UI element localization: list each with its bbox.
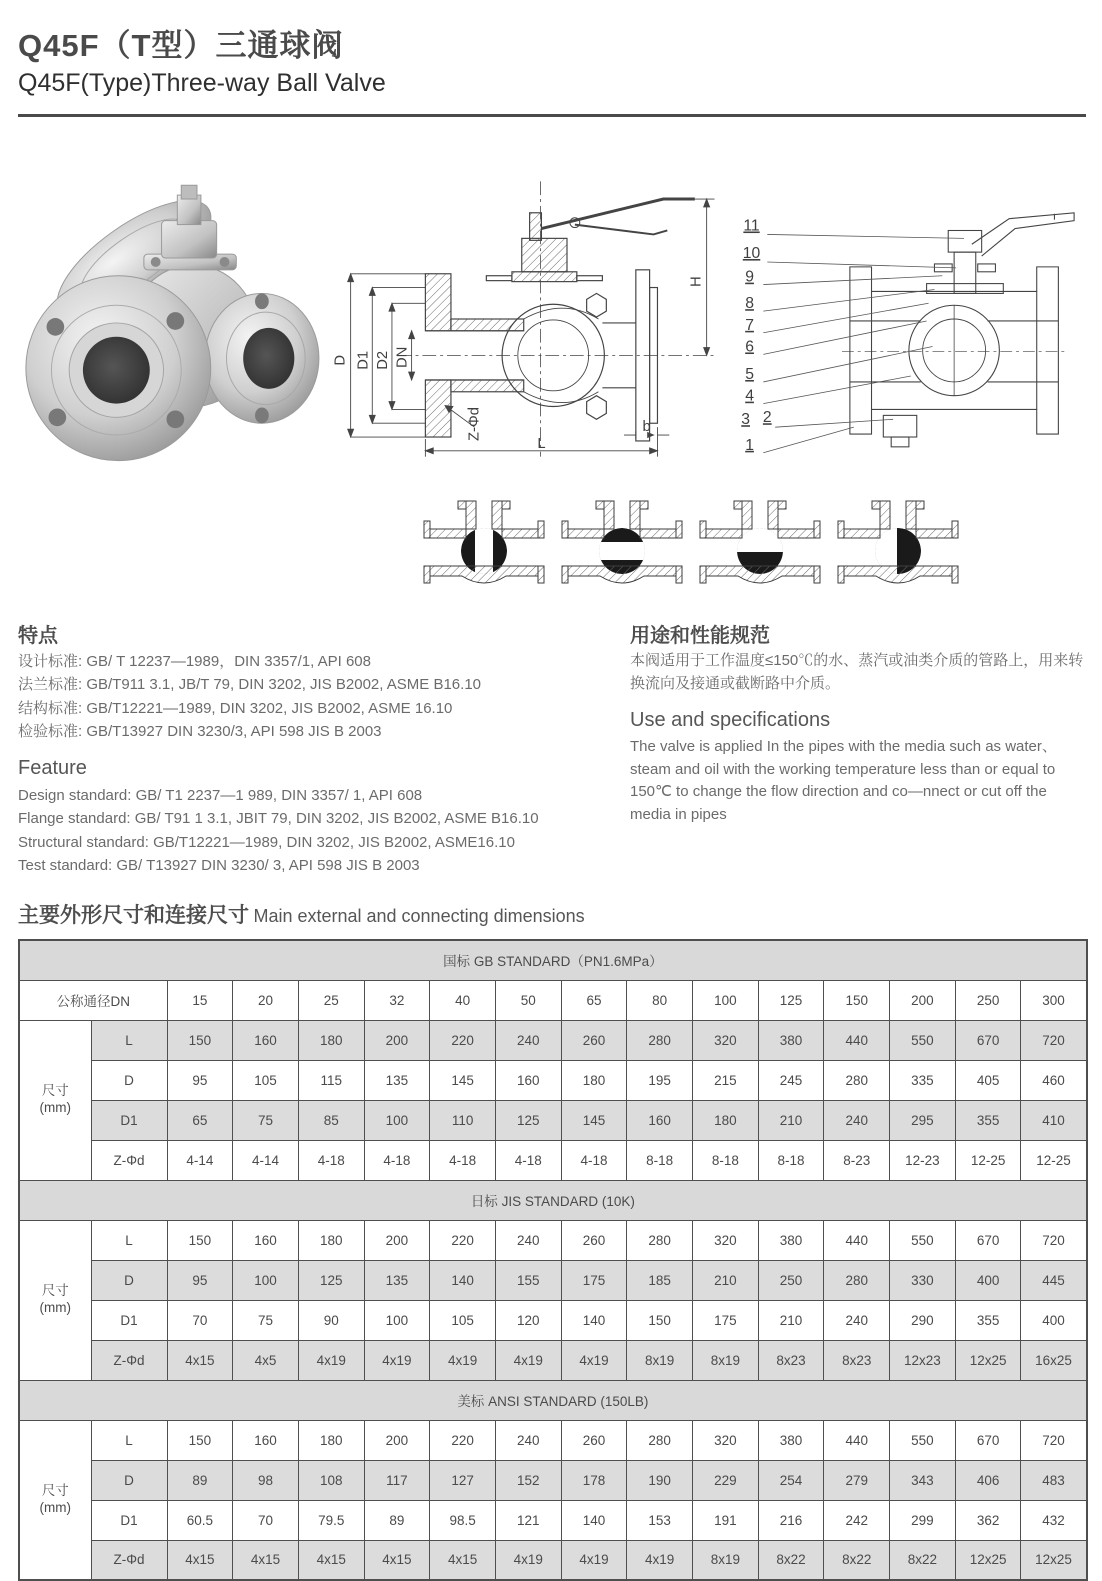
dimension-value-cell: 550 <box>890 1220 956 1260</box>
dimension-value-cell: 260 <box>561 1420 627 1460</box>
dimension-value-cell: 670 <box>955 1020 1021 1060</box>
table-title-zh: 主要外形尺寸和连接尺寸 <box>18 904 249 927</box>
standards-column <box>18 619 630 877</box>
dimension-value-cell: 150 <box>167 1220 233 1260</box>
dn-value-cell: 50 <box>495 980 561 1020</box>
dimension-value-cell: 200 <box>364 1020 430 1060</box>
dimension-value-cell: 440 <box>824 1020 890 1060</box>
standard-section-header: 日标 JIS STANDARD (10K) <box>19 1180 1087 1220</box>
dimension-value-cell: 8x22 <box>758 1540 824 1580</box>
dimension-value-cell: 330 <box>890 1260 956 1300</box>
dn-value-cell: 15 <box>167 980 233 1020</box>
size-mm-label-cell: 尺寸 (mm) <box>19 1220 91 1380</box>
dimension-value-cell: 280 <box>627 1420 693 1460</box>
dimension-value-cell: 215 <box>693 1060 759 1100</box>
dn-value-cell: 150 <box>824 980 890 1020</box>
dimension-value-cell: 343 <box>890 1460 956 1500</box>
part-number-7: 7 <box>745 316 755 334</box>
dimension-value-cell: 95 <box>167 1260 233 1300</box>
dimension-value-cell: 150 <box>627 1300 693 1340</box>
dimension-value-cell: 280 <box>824 1260 890 1300</box>
dimension-value-cell: 12-25 <box>1021 1140 1087 1180</box>
dimension-value-cell: 670 <box>955 1420 1021 1460</box>
size-mm-label-cell: 尺寸 (mm) <box>19 1020 91 1180</box>
dimension-value-cell: 160 <box>233 1420 299 1460</box>
dn-value-cell: 80 <box>627 980 693 1020</box>
dimension-value-cell: 4-14 <box>167 1140 233 1180</box>
dimension-value-cell: 16x25 <box>1021 1340 1087 1380</box>
dimension-value-cell: 200 <box>364 1420 430 1460</box>
flow-diagram-3 <box>698 493 824 599</box>
dimension-value-cell: 180 <box>298 1220 364 1260</box>
dimension-value-cell: 85 <box>298 1100 364 1140</box>
dimension-value-cell: 8x23 <box>758 1340 824 1380</box>
use-heading-en: Use and specifications <box>630 709 831 731</box>
dimension-value-cell: 299 <box>890 1500 956 1540</box>
dimension-value-cell: 115 <box>298 1060 364 1100</box>
dimension-value-cell: 670 <box>955 1220 1021 1260</box>
standard-section-header: 国标 GB STANDARD（PN1.6MPa） <box>19 940 1087 980</box>
dimension-value-cell: 4x15 <box>233 1540 299 1580</box>
dimension-value-cell: 89 <box>167 1460 233 1500</box>
dimension-value-cell: 8-23 <box>824 1140 890 1180</box>
dimension-value-cell: 125 <box>298 1260 364 1300</box>
dimension-value-cell: 140 <box>561 1500 627 1540</box>
dimension-value-cell: 12-23 <box>890 1140 956 1180</box>
dimension-value-cell: 280 <box>824 1060 890 1100</box>
dimension-value-cell: 720 <box>1021 1020 1087 1060</box>
dimension-value-cell: 4-18 <box>430 1140 496 1180</box>
dimension-value-cell: 320 <box>693 1420 759 1460</box>
dn-value-cell: 20 <box>233 980 299 1020</box>
dimension-value-cell: 140 <box>430 1260 496 1300</box>
description-section <box>18 619 1086 877</box>
dimension-value-cell: 60.5 <box>167 1500 233 1540</box>
dimension-value-cell: 12x25 <box>955 1540 1021 1580</box>
dn-label-cell: 公称通径DN <box>19 980 167 1020</box>
flow-diagrams-row <box>422 493 1086 603</box>
use-body-zh: 本阀适用于工作温度≤150℃的水、蒸汽或油类介质的管路上，用来转换流向及接通或截断路中介质。 <box>630 652 1084 692</box>
dn-value-cell: 65 <box>561 980 627 1020</box>
dimension-value-cell: 4x19 <box>561 1340 627 1380</box>
dimension-value-cell: 4x19 <box>627 1540 693 1580</box>
dimension-value-cell: 195 <box>627 1060 693 1100</box>
structural-standard-en: Structural standard: GB/T12221—1989, DIN 3202, JIS B2002, ASME16.10 <box>18 833 515 851</box>
dimension-value-cell: 4x19 <box>495 1340 561 1380</box>
dimension-value-cell: 260 <box>561 1220 627 1260</box>
dimension-value-cell: 120 <box>495 1300 561 1340</box>
dimension-value-cell: 279 <box>824 1460 890 1500</box>
dimension-row <box>19 1140 1087 1180</box>
dimension-label-cell: D <box>91 1060 167 1100</box>
dimension-value-cell: 240 <box>824 1300 890 1340</box>
page-header <box>18 20 1086 117</box>
dimension-value-cell: 180 <box>298 1420 364 1460</box>
figures-row <box>18 171 1086 471</box>
dimension-row <box>19 1540 1087 1580</box>
dimension-value-cell: 260 <box>561 1020 627 1060</box>
dimension-value-cell: 153 <box>627 1500 693 1540</box>
dimension-value-cell: 400 <box>1021 1300 1087 1340</box>
dimension-value-cell: 65 <box>167 1100 233 1140</box>
dimension-value-cell: 240 <box>495 1220 561 1260</box>
dimension-value-cell: 100 <box>364 1300 430 1340</box>
test-standard-zh: 检验标准: GB/T13927 DIN 3230/3, API 598 JIS B 2003 <box>18 722 382 740</box>
dimension-value-cell: 89 <box>364 1500 430 1540</box>
dimension-value-cell: 406 <box>955 1460 1021 1500</box>
dimension-value-cell: 79.5 <box>298 1500 364 1540</box>
dim-label-H: H <box>688 276 705 287</box>
dn-value-cell: 100 <box>693 980 759 1020</box>
test-standard-en: Test standard: GB/ T13927 DIN 3230/ 3, API 598 JIS B 2003 <box>18 856 420 874</box>
dimension-label-cell: L <box>91 1420 167 1460</box>
dn-value-cell: 40 <box>430 980 496 1020</box>
dimension-value-cell: 125 <box>495 1100 561 1140</box>
dimension-value-cell: 4-18 <box>495 1140 561 1180</box>
dn-header-row <box>19 980 1087 1020</box>
dimension-value-cell: 210 <box>758 1100 824 1140</box>
use-column <box>630 619 1086 877</box>
dimension-value-cell: 405 <box>955 1060 1021 1100</box>
dimension-value-cell: 160 <box>233 1020 299 1060</box>
dimension-value-cell: 250 <box>758 1260 824 1300</box>
design-standard-zh: 设计标准: GB/ T 12237—1989，DIN 3357/1, API 608 <box>18 653 371 670</box>
dimension-value-cell: 245 <box>758 1060 824 1100</box>
dimension-value-cell: 180 <box>561 1060 627 1100</box>
dimension-value-cell: 4x19 <box>364 1340 430 1380</box>
dimension-value-cell: 220 <box>430 1420 496 1460</box>
dimension-value-cell: 320 <box>693 1220 759 1260</box>
table-title <box>18 899 1086 929</box>
dimension-value-cell: 355 <box>955 1100 1021 1140</box>
table-title-en: Main external and connecting dimensions <box>253 906 585 926</box>
dimension-value-cell: 4-18 <box>561 1140 627 1180</box>
dimension-value-cell: 135 <box>364 1260 430 1300</box>
dimension-value-cell: 355 <box>955 1300 1021 1340</box>
part-number-11: 11 <box>743 217 760 235</box>
size-mm-label-cell: 尺寸 (mm) <box>19 1420 91 1580</box>
dimension-value-cell: 160 <box>495 1060 561 1100</box>
dimension-value-cell: 254 <box>758 1460 824 1500</box>
dimension-value-cell: 12x23 <box>890 1340 956 1380</box>
standard-section-row <box>19 940 1087 980</box>
dimension-value-cell: 4x15 <box>364 1540 430 1580</box>
dim-label-DN: DN <box>394 346 411 369</box>
dimension-value-cell: 12-25 <box>955 1140 1021 1180</box>
dimension-value-cell: 380 <box>758 1220 824 1260</box>
dn-value-cell: 125 <box>758 980 824 1020</box>
dimension-value-cell: 152 <box>495 1460 561 1500</box>
part-number-2: 2 <box>763 409 772 427</box>
features-heading-zh: 特点 <box>18 625 58 647</box>
dimension-value-cell: 550 <box>890 1020 956 1060</box>
dimension-value-cell: 8x19 <box>693 1340 759 1380</box>
dimension-value-cell: 175 <box>693 1300 759 1340</box>
dimension-value-cell: 98.5 <box>430 1500 496 1540</box>
title-divider <box>18 114 1086 117</box>
dn-value-cell: 250 <box>955 980 1021 1020</box>
dimension-value-cell: 290 <box>890 1300 956 1340</box>
dimension-value-cell: 100 <box>364 1100 430 1140</box>
dimension-value-cell: 483 <box>1021 1460 1087 1500</box>
flange-standard-en: Flange standard: GB/ T91 1 3.1, JBIT 79, DIN 3202, JIS B2002, ASME B16.10 <box>18 810 539 828</box>
dimension-value-cell: 12x25 <box>955 1340 1021 1380</box>
dimension-value-cell: 8x19 <box>627 1340 693 1380</box>
dimension-value-cell: 240 <box>824 1100 890 1140</box>
part-number-6: 6 <box>745 338 755 356</box>
dimension-label-cell: L <box>91 1220 167 1260</box>
dimension-value-cell: 4-18 <box>298 1140 364 1180</box>
dimension-label-cell: D <box>91 1460 167 1500</box>
dimension-label-cell: Z-Φd <box>91 1140 167 1180</box>
structural-standard-zh: 结构标准: GB/T12221—1989, DIN 3202, JIS B2002, ASME 16.10 <box>18 699 453 717</box>
dimension-value-cell: 121 <box>495 1500 561 1540</box>
dimension-value-cell: 210 <box>758 1300 824 1340</box>
use-heading-zh: 用途和性能规范 <box>630 625 770 647</box>
dimension-row <box>19 1460 1087 1500</box>
dimension-value-cell: 150 <box>167 1020 233 1060</box>
dimension-value-cell: 4x15 <box>430 1540 496 1580</box>
dimension-value-cell: 180 <box>298 1020 364 1060</box>
dimension-value-cell: 240 <box>495 1020 561 1060</box>
dimension-value-cell: 200 <box>364 1220 430 1260</box>
dimension-value-cell: 105 <box>430 1300 496 1340</box>
dimension-value-cell: 140 <box>561 1300 627 1340</box>
dimension-value-cell: 410 <box>1021 1100 1087 1140</box>
dimension-label-cell: D1 <box>91 1100 167 1140</box>
dimension-value-cell: 190 <box>627 1460 693 1500</box>
dimension-value-cell: 108 <box>298 1460 364 1500</box>
dimension-value-cell: 220 <box>430 1220 496 1260</box>
part-number-1: 1 <box>745 436 755 454</box>
dimension-value-cell: 127 <box>430 1460 496 1500</box>
dimension-value-cell: 117 <box>364 1460 430 1500</box>
part-number-10: 10 <box>742 245 761 263</box>
dimensions-table <box>18 939 1088 1581</box>
dimension-value-cell: 191 <box>693 1500 759 1540</box>
photo-front-flange <box>26 276 211 461</box>
dimension-value-cell: 432 <box>1021 1500 1087 1540</box>
dimension-value-cell: 150 <box>167 1420 233 1460</box>
dimension-value-cell: 4x15 <box>167 1540 233 1580</box>
dimension-value-cell: 70 <box>167 1300 233 1340</box>
dimension-value-cell: 145 <box>430 1060 496 1100</box>
dimension-value-cell: 4x15 <box>298 1540 364 1580</box>
dimension-value-cell: 380 <box>758 1020 824 1060</box>
dimension-value-cell: 4x19 <box>298 1340 364 1380</box>
dimension-value-cell: 8-18 <box>627 1140 693 1180</box>
dimension-value-cell: 210 <box>693 1260 759 1300</box>
dn-value-cell: 32 <box>364 980 430 1020</box>
dimension-value-cell: 242 <box>824 1500 890 1540</box>
dimension-row <box>19 1340 1087 1380</box>
dimension-value-cell: 4x19 <box>430 1340 496 1380</box>
dimension-label-cell: Z-Φd <box>91 1540 167 1580</box>
dimension-value-cell: 75 <box>233 1100 299 1140</box>
dimension-label-cell: D1 <box>91 1500 167 1540</box>
dimension-value-cell: 75 <box>233 1300 299 1340</box>
dimension-value-cell: 4-18 <box>364 1140 430 1180</box>
standard-section-row <box>19 1180 1087 1220</box>
dimension-value-cell: 440 <box>824 1220 890 1260</box>
dimension-value-cell: 4x15 <box>167 1340 233 1380</box>
standard-section-row <box>19 1380 1087 1420</box>
dimension-label-cell: Z-Φd <box>91 1340 167 1380</box>
dimension-value-cell: 445 <box>1021 1260 1087 1300</box>
dimension-value-cell: 460 <box>1021 1060 1087 1100</box>
parts-diagram <box>724 171 1086 467</box>
dimension-value-cell: 8-18 <box>693 1140 759 1180</box>
dimension-value-cell: 70 <box>233 1500 299 1540</box>
dimension-value-cell: 160 <box>233 1220 299 1260</box>
dimension-value-cell: 8x23 <box>824 1340 890 1380</box>
dimension-value-cell: 135 <box>364 1060 430 1100</box>
dimension-row <box>19 1100 1087 1140</box>
dim-label-D2: D2 <box>374 350 391 370</box>
dim-label-Z-phi-d: Z-Φd <box>466 407 483 441</box>
flange-standard-zh: 法兰标准: GB/T911 3.1, JB/T 79, DIN 3202, JIS B2002, ASME B16.10 <box>18 676 482 694</box>
standard-section-header: 美标 ANSI STANDARD (150LB) <box>19 1380 1087 1420</box>
design-standard-en: Design standard: GB/ T1 2237—1 989, DIN 3357/ 1, API 608 <box>18 787 423 804</box>
dimension-value-cell: 320 <box>693 1020 759 1060</box>
dimension-value-cell: 550 <box>890 1420 956 1460</box>
dimension-value-cell: 178 <box>561 1460 627 1500</box>
part-number-4: 4 <box>745 387 755 405</box>
dimension-value-cell: 90 <box>298 1300 364 1340</box>
dimension-value-cell: 110 <box>430 1100 496 1140</box>
dimension-value-cell: 175 <box>561 1260 627 1300</box>
dimension-value-cell: 362 <box>955 1500 1021 1540</box>
dimension-value-cell: 216 <box>758 1500 824 1540</box>
page-title-zh: Q45F（T型）三通球阀 <box>18 28 344 63</box>
dimension-value-cell: 335 <box>890 1060 956 1100</box>
dimension-value-cell: 4x19 <box>561 1540 627 1580</box>
use-body-en: The valve is applied In the pipes with the media such as water、steam and oil with the working temperature less than or equal to 150℃ to change the flow direction and co—nnect or cut off the media in pipes <box>630 738 1057 823</box>
dimension-value-cell: 8-18 <box>758 1140 824 1180</box>
part-number-9: 9 <box>745 268 755 286</box>
dimension-value-cell: 440 <box>824 1420 890 1460</box>
dimension-value-cell: 160 <box>627 1100 693 1140</box>
dimension-value-cell: 98 <box>233 1460 299 1500</box>
dimension-row <box>19 1300 1087 1340</box>
dimension-row <box>19 1220 1087 1260</box>
part-number-8: 8 <box>745 295 755 313</box>
dimension-value-cell: 180 <box>693 1100 759 1140</box>
flow-diagram-2 <box>560 493 686 599</box>
dimension-row <box>19 1260 1087 1300</box>
dimension-value-cell: 400 <box>955 1260 1021 1300</box>
features-heading-en: Feature <box>18 757 87 779</box>
dimension-value-cell: 8x22 <box>890 1540 956 1580</box>
flow-diagram-4 <box>836 493 962 599</box>
dn-value-cell: 300 <box>1021 980 1087 1020</box>
dimension-value-cell: 185 <box>627 1260 693 1300</box>
dimension-value-cell: 720 <box>1021 1420 1087 1460</box>
dimension-value-cell: 380 <box>758 1420 824 1460</box>
cross-section-drawing <box>329 171 724 467</box>
dimension-value-cell: 720 <box>1021 1220 1087 1260</box>
dim-label-b: b <box>642 419 651 436</box>
dim-label-D: D <box>332 354 349 366</box>
dimension-row <box>19 1060 1087 1100</box>
dimension-value-cell: 4-14 <box>233 1140 299 1180</box>
part-number-3: 3 <box>741 411 751 429</box>
dimension-value-cell: 155 <box>495 1260 561 1300</box>
part-number-5: 5 <box>745 365 755 383</box>
dimension-value-cell: 295 <box>890 1100 956 1140</box>
dimension-value-cell: 145 <box>561 1100 627 1140</box>
dimension-value-cell: 229 <box>693 1460 759 1500</box>
dimension-value-cell: 105 <box>233 1060 299 1100</box>
dimension-value-cell: 8x22 <box>824 1540 890 1580</box>
photo-right-flange <box>205 293 319 423</box>
dim-label-L: L <box>537 435 546 452</box>
dimension-value-cell: 4x19 <box>495 1540 561 1580</box>
dimension-value-cell: 4x5 <box>233 1340 299 1380</box>
dimension-value-cell: 280 <box>627 1020 693 1060</box>
dimension-value-cell: 100 <box>233 1260 299 1300</box>
dimension-value-cell: 12x25 <box>1021 1540 1087 1580</box>
dn-value-cell: 200 <box>890 980 956 1020</box>
dimension-row <box>19 1500 1087 1540</box>
dimension-label-cell: L <box>91 1020 167 1060</box>
flow-diagram-1 <box>422 493 548 599</box>
dimension-label-cell: D1 <box>91 1300 167 1340</box>
dn-value-cell: 25 <box>298 980 364 1020</box>
valve-photo <box>18 171 329 467</box>
dimension-value-cell: 240 <box>495 1420 561 1460</box>
dimension-value-cell: 95 <box>167 1060 233 1100</box>
dimension-label-cell: D <box>91 1260 167 1300</box>
dimension-value-cell: 220 <box>430 1020 496 1060</box>
dimension-value-cell: 8x19 <box>693 1540 759 1580</box>
dimension-row <box>19 1420 1087 1460</box>
dimension-value-cell: 280 <box>627 1220 693 1260</box>
dim-label-D1: D1 <box>355 350 372 370</box>
page-title-en: Q45F(Type)Three-way Ball Valve <box>18 69 386 97</box>
dimension-row <box>19 1020 1087 1060</box>
